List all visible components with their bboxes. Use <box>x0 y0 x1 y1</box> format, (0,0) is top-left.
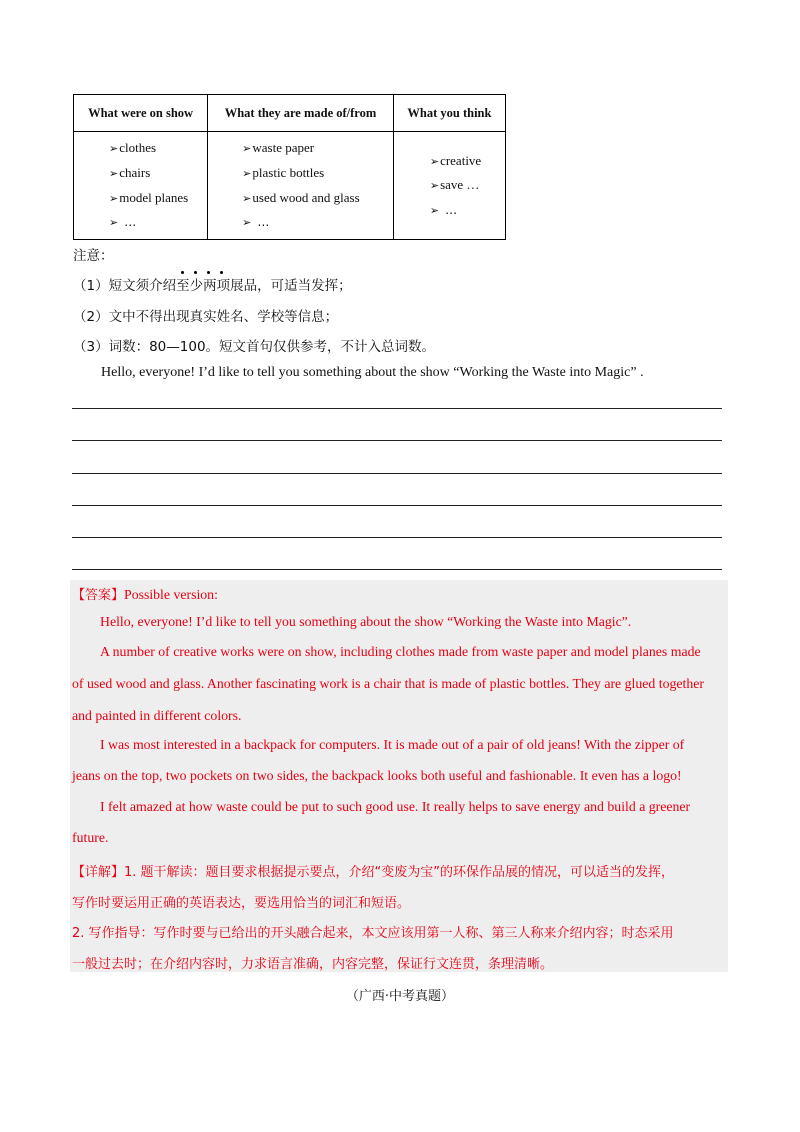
header-what-you-think: What you think <box>393 95 505 132</box>
note-1: （1）短文须介绍至少两项 展品，可适当发挥； <box>73 274 352 294</box>
cell-materials <box>208 132 394 240</box>
material-list <box>208 136 393 234</box>
answer-heading <box>72 584 218 603</box>
emphasized-text: 至少两项 <box>176 278 230 294</box>
list-item: ➢ … <box>242 210 393 235</box>
answer-line: Hello, everyone! I’d like to tell you something about the show “Working the Waste into Magic”. <box>100 614 632 629</box>
bullet-arrow-icon: ➢ <box>429 154 440 168</box>
table-header-row <box>74 95 506 132</box>
answer-title: Possible version: <box>124 587 218 602</box>
bullet-arrow-icon: ➢ <box>242 142 252 156</box>
answer-tag: 【答案】 <box>72 588 125 603</box>
answer-line: future. <box>72 830 109 845</box>
answer-line: I was most interested in a backpack for computers. It is made out of a pair of old jeans! With the zipper of <box>100 737 685 752</box>
table-row <box>74 132 506 240</box>
list-item: ➢ … <box>109 210 207 235</box>
cell-opinions <box>393 132 505 240</box>
note-3: （3）词数：80—100。短文首句仅供参考，不计入总词数。 <box>73 339 436 355</box>
explanation-line: 一般过去时；在介绍内容时，力求语言准确，内容完整，保证行文连贯，条理清晰。 <box>72 957 554 972</box>
writing-line <box>72 408 722 409</box>
list-item: ➢ … <box>430 198 505 223</box>
bullet-arrow-icon: ➢ <box>109 216 119 230</box>
source-footer: （广西·中考真题） <box>345 989 455 1004</box>
answer-line: I felt amazed at how waste could be put to such good use. It really helps to save energy and build a greener <box>100 799 691 814</box>
writing-line <box>72 537 722 538</box>
writing-line <box>72 473 722 474</box>
prompt-table <box>73 94 506 240</box>
list-item: ➢model planes <box>109 186 207 211</box>
explanation-line: 写作时要运用正确的英语表达，要选用恰当的词汇和短语。 <box>72 896 411 911</box>
explanation-tag: 【详解】 <box>72 865 125 880</box>
list-item: ➢save … <box>430 173 505 198</box>
writing-line <box>72 440 722 441</box>
bullet-arrow-icon: ➢ <box>242 216 252 230</box>
bullet-arrow-icon: ➢ <box>109 191 119 205</box>
list-item: ➢plastic bottles <box>242 161 393 186</box>
answer-line: of used wood and glass. Another fascinating work is a chair that is made of plastic bottles. They are glued together <box>72 676 704 691</box>
list-item: ➢chairs <box>109 161 207 186</box>
bullet-arrow-icon: ➢ <box>109 142 119 156</box>
bullet-arrow-icon: ➢ <box>429 203 440 217</box>
exhibit-list <box>74 136 207 234</box>
answer-line: A number of creative works were on show, including clothes made from waste paper and model planes made <box>100 644 701 659</box>
list-item: ➢used wood and glass <box>242 186 393 211</box>
list-item: ➢creative <box>430 149 505 174</box>
list-item: ➢waste paper <box>242 136 393 161</box>
bullet-arrow-icon: ➢ <box>242 166 252 180</box>
explanation-line: 2. 写作指导：写作时要与已给出的开头融合起来，本文应该用第一人称、第三人称来介绍内容；时态采用 <box>72 926 674 941</box>
note-2: （2）文中不得出现真实姓名、学校等信息； <box>73 309 339 325</box>
bullet-arrow-icon: ➢ <box>109 166 119 180</box>
opinion-list <box>394 149 505 223</box>
cell-exhibits <box>74 132 208 240</box>
explanation-line: 【详解】1. 题干解读：题目要求根据提示要点，介绍“变废为宝”的环保作品展的情况，可以适当的发挥， <box>72 865 675 880</box>
opening-sentence: Hello, everyone! I’d like to tell you something about the show “Working the Waste into Magic” . <box>101 365 644 380</box>
header-made-of: What they are made of/from <box>208 95 394 132</box>
bullet-arrow-icon: ➢ <box>429 179 440 193</box>
list-item: ➢clothes <box>109 136 207 161</box>
answer-block <box>70 580 728 972</box>
bullet-arrow-icon: ➢ <box>242 191 252 205</box>
writing-line <box>72 505 722 506</box>
header-what-on-show: What were on show <box>74 95 208 132</box>
writing-line <box>72 569 722 570</box>
answer-line: jeans on the top, two pockets on two sides, the backpack looks both useful and fashionable. It even has a logo! <box>72 768 682 783</box>
answer-line: and painted in different colors. <box>72 708 242 723</box>
notes-label: 注意： <box>73 248 114 264</box>
